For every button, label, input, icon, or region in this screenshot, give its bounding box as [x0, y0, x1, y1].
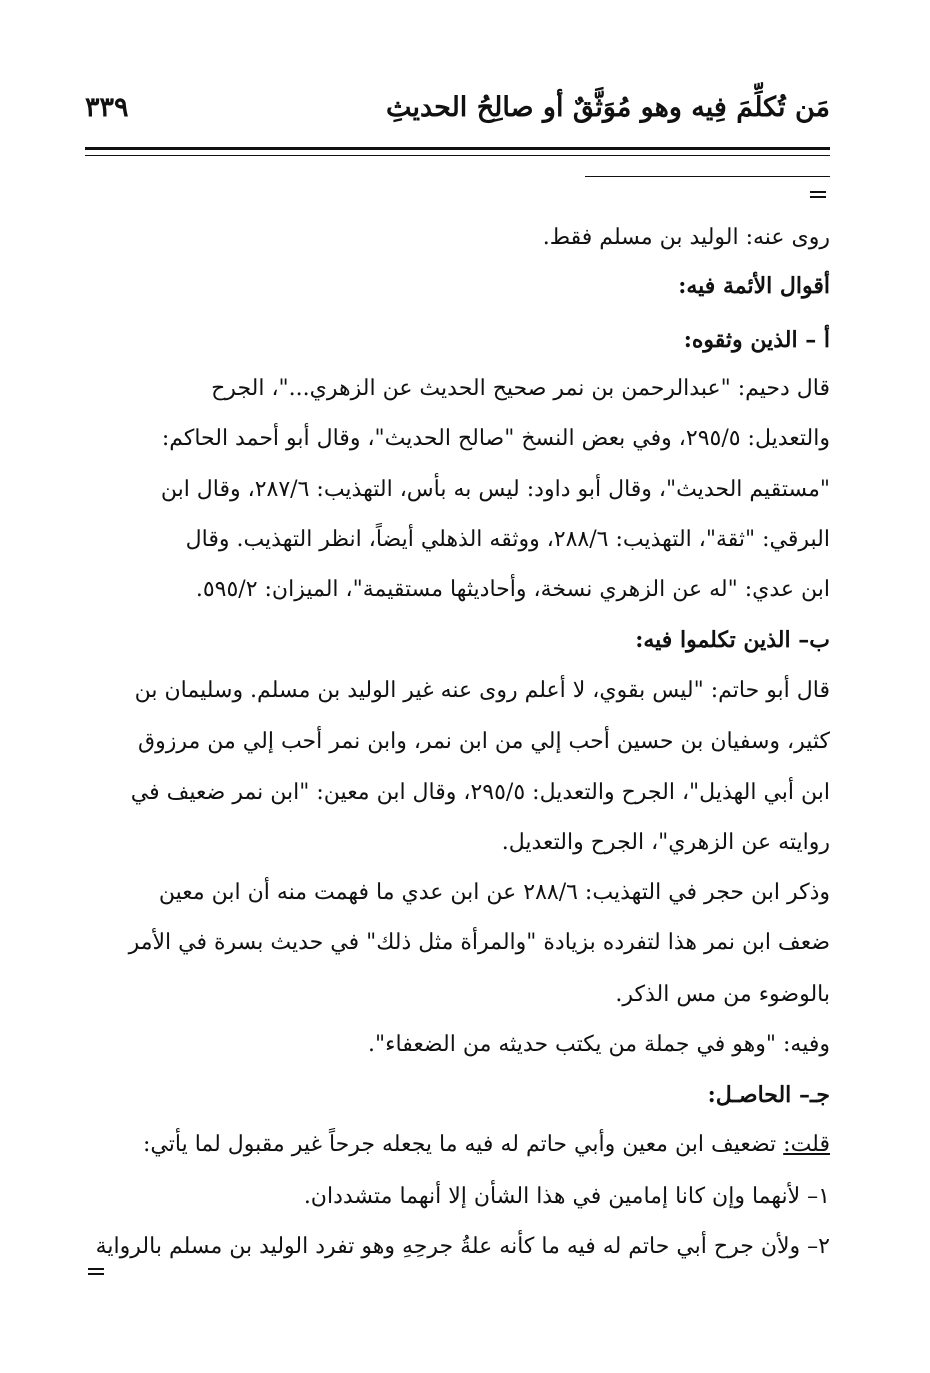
- text-line: بالوضوء من مس الذكر.: [615, 982, 830, 1007]
- text-line: ١– لأنهما وإن كانا إمامين في هذا الشأن إلا أنهما متشددان.: [303, 1184, 830, 1209]
- footnote-body: [85, 0, 830, 1373]
- text-line: كثير، وسفيان بن حسين أحب إلي من ابن نمر، وابن نمر أحب إلي من مرزوق: [138, 729, 830, 754]
- page-number: ٣٣٩: [85, 92, 129, 123]
- section-heading: أقوال الأئمة فيه:: [678, 273, 830, 299]
- text-line: [143, 1130, 830, 1160]
- text-line: وذكر ابن حجر في التهذيب: ٢٨٨/٦ عن ابن عدي ما فهمت منه أن ابن معين: [158, 880, 830, 905]
- text-line: ٢– ولأن جرح أبي حاتم له فيه ما كأنه علةُ جرحِهِ وهو تفرد الوليد بن مسلم بالرواية: [95, 1234, 830, 1259]
- subheading-conclusion: جـ– الحاصـل:: [707, 1082, 830, 1108]
- continuation-mark-bottom: [88, 1268, 104, 1275]
- text-line: "مستقيم الحديث"، وقال أبو داود: ليس به بأس، التهذيب: ٢٨٧/٦، وقال ابن: [160, 477, 830, 502]
- text-line: ابن أبي الهذيل"، الجرح والتعديل: ٢٩٥/٥، وقال ابن معين: "ابن نمر ضعيف في: [130, 780, 830, 805]
- text-line: ابن عدي: "له عن الزهري نسخة، وأحاديثها مستقيمة"، الميزان: ٥٩٥/٢.: [195, 577, 830, 602]
- text-line: روى عنه: الوليد بن مسلم فقط.: [542, 225, 830, 250]
- running-title: مَن تُكلِّمَ فِيه وهو مُوَثَّقٌ أو صالِحُ الحديثِ: [385, 92, 830, 123]
- text-line: قال أبو حاتم: "ليس بقوي، لا أعلم روى عنه غير الوليد بن مسلم. وسليمان بن: [134, 678, 830, 703]
- text-span: تضعيف ابن معين وأبي حاتم له فيه ما يجعله جرحاً غير مقبول لما يأتي:: [143, 1132, 784, 1157]
- text-line: ضعف ابن نمر هذا لتفرده بزيادة "والمرأة مثل ذلك" في حديث بسرة في الأمر: [128, 930, 830, 955]
- qultu-label: قلت:: [783, 1132, 830, 1157]
- subheading-criticized: ب– الذين تكلموا فيه:: [635, 627, 830, 653]
- text-line: البرقي: "ثقة"، التهذيب: ٢٨٨/٦، ووثقه الذهلي أيضاً، انظر التهذيب. وقال: [185, 527, 830, 552]
- subheading-trusted: أ – الذين وثقوه:: [683, 327, 830, 353]
- text-line: والتعديل: ٢٩٥/٥، وفي بعض النسخ "صالح الحديث"، وقال أبو أحمد الحاكم:: [161, 426, 830, 451]
- text-line: قال دحيم: "عبدالرحمن بن نمر صحيح الحديث عن الزهري..."، الجرح: [211, 376, 830, 401]
- text-line: وفيه: "وهو في جملة من يكتب حديثه من الضعفاء".: [368, 1032, 830, 1057]
- text-line: روايته عن الزهري"، الجرح والتعديل.: [501, 830, 830, 855]
